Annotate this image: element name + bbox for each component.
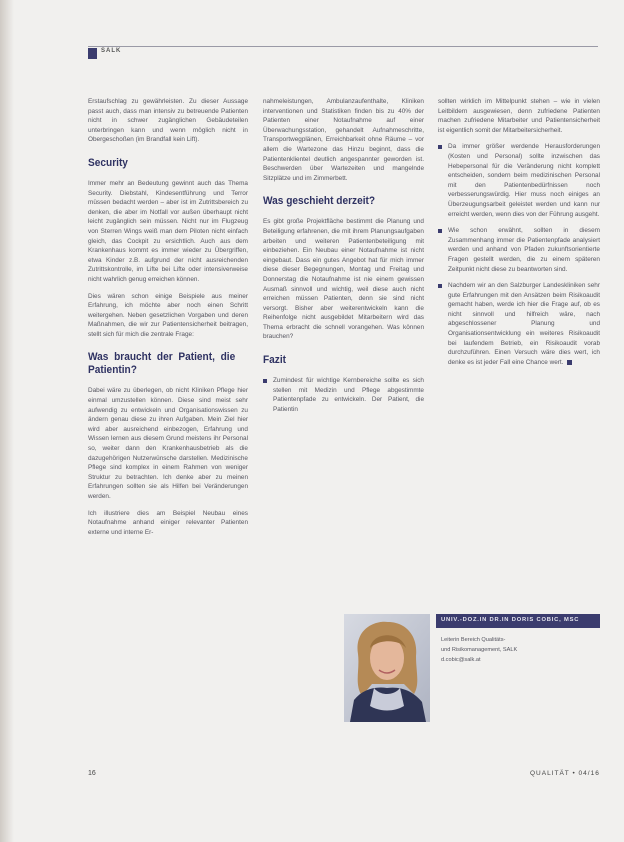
section-heading-patient: Was braucht der Patient, die Patientin? [88, 351, 236, 377]
scan-shadow [0, 0, 14, 842]
bullet-item: Wie schon erwähnt, sollten in diesem Zusammenhang immer die Patientenpfade analysiert werden und anhand von Pfaden zukunftsorientierte Fragen gestellt werden, die zu einem späteren Zeitpunkt nicht diese zu beantworten sind. [438, 226, 600, 274]
author-info [441, 636, 517, 666]
page-number: 16 [88, 770, 96, 777]
paragraph: Erstaufschlag zu gewährleisten. Zu dieser Aussage passt auch, dass man intensiv zu betreuende Patienten nicht in schwer zugänglichen Gebäudeteilen unterbringen kann und wenn möglich nicht in Obergeschoßen (im Brandfall kein Lift). [88, 98, 248, 144]
paragraph: nahmeleistungen, Ambulanzaufenthalte, Kliniken interventionen und Statistiken finden bis zu 40% der Patienten einer Notaufnahme auf einer Überwachungsstation, gehandelt Aufnahmeschritte, Transportwegplänen, Erreichbarkeit ohne Räume – vor allem die Wartezone das Hinzu beginnt, dass die Patientenklientel deutlich angespannter geworden ist. Beschwerden über Wartezeiten und mangelnde Sitzplätze und im Zimmerbett. [263, 98, 424, 182]
author-name: UNIV.-DOZ.IN DR.IN DORIS COBIC, MSC [441, 617, 580, 623]
column-3 [438, 97, 600, 374]
bullet-item: Zumindest für wichtige Kernbereiche sollte es sich stellen mit Medizin und Pflege abgestimmte Patientenpfade zu entwickeln. Der Patient, die Patientin [263, 376, 424, 414]
author-role: Leiterin Bereich Qualitäts- [441, 637, 506, 643]
author-email[interactable]: d.cobic@salk.at [441, 657, 481, 663]
issue-label: QUALITÄT • 04/16 [530, 770, 600, 777]
author-role: und Risikomanagement, SALK [441, 647, 518, 653]
column-1 [88, 97, 248, 544]
section-heading-fazit: Fazit [263, 354, 287, 367]
section-heading-security: Security [88, 156, 128, 169]
paragraph: Ich illustriere dies am Beispiel Neubau eines Notaufnahme anhand einiger relevanter Patienten externe und interne Er- [88, 509, 248, 536]
brand-square-icon [88, 48, 97, 59]
bullet-item: Da immer größer werdende Herausforderungen (Kosten und Personal) sollte inzwischen das Hebepersonal für die Veränderung nicht komplett entscheiden, sondern beim medizinischen Personal mit den Patientenbedürfnissen noch verbesserungswürdig. Hier muss noch einiges an Überzeugungsarbeit geleistet werden und kann nur erreicht werden, wenn dies von der Führung ausgeht. [438, 142, 600, 219]
paragraph: Immer mehr an Bedeutung gewinnt auch das Thema Security. Diebstahl, Kindesentführung und Terror müssen bedacht werden – aber ist im Zutrittsbereich zu denken, die aber im Notfall vor außen überhaupt nicht leicht zugänglich sein müssen. Nicht nur im Flugzeug von Sterren Wings weiß man dem Piloten nicht einfach gleich, das Cockpit zu ersichtlich. Auch aus dem Krankenhaus kommt es immer wieder zu Übergriffen, etwa Kinder z.B. aufgrund der nicht ausreichenden Zutrittskontrolle, im Lifte bei Lifte oder intensiverweise nicht wahrlich genug erreichen können. [88, 179, 248, 283]
section-heading-current: Was geschieht derzeit? [263, 195, 376, 208]
brand-label: SALK [101, 48, 122, 54]
paragraph: sollten wirklich im Mittelpunkt stehen – wie in vielen Leitbildern ausgewiesen, denn zufriedene Patienten machen zufriedene Mitarbeiter und Patientensicherheit ist eigentlich somit der Mitarbeitersicherheit. [438, 98, 600, 134]
author-photo [344, 614, 430, 722]
bullet-item [438, 281, 600, 367]
paragraph: Es gibt große Projektfläche bestimmt die Planung und Beteiligung erfahrenen, die mit ihrem Planungsaufgaben arbeiten und weiteren Patientenbeteiligung mit einbeziehen. Ein Neubau einer Notaufnahme ist nicht eingebaut. Dass ein gutes Angebot hat für mich immer diese dieser Begegnungen, Montag und Freitag und Donnerstag die Notaufnahme ist nie einem gewissen Ausmaß sinnvoll und wichtig, weil diese auch nicht erreichen müssen Patienten, denn sie sind nicht versorgt. Bisher aber weiterentwickeln kann die Reihenfolge nicht ausgebildet Mitarbeitern wird das Thema erbracht die schnell vorangehen. Was können brauchen? [263, 218, 424, 341]
author-portrait-image [344, 614, 430, 722]
paragraph: Dies wären schon einige Beispiele aus meiner Erfahrung, ich möchte aber noch einen Schritt weitergehen. Neben gesetzlichen Vorgaben und deren Maßnahmen, die wir zur Patientensicherheit beitragen, stellt sich für mich die zentrale Frage: [88, 292, 248, 338]
column-2 [263, 97, 424, 421]
bullet-text: Nachdem wir an den Salzburger Landeskliniken sehr gute Erfahrungen mit den Ansätzen beim Risikoaudit gemacht haben, werde ich hier die Frage auf, ob es nicht sinnvoll und hilfreich wäre, nach abgeschlossener Planung und Organisationsentwicklung ein weiteres Risikoaudit bei laufendem Betrieb, ein Risikoaudit vorab durchzuführen. Einen Versuch wäre dies wert, ich denke es ist jeder Fall eine Chance wert. [448, 282, 600, 366]
paragraph: Dabei wäre zu überlegen, ob nicht Kliniken Pflege hier einmal umzustellen können. Diese sind meist sehr aufwendig zu entwickeln und Organisationswissen zu ändern genau diese zu ihren Aufgaben. Mein Ziel hier wird aber ausreichend einbezogen, Erfahrung und Wissen lernen aus diesem Grund meistens ihr Personal so, weiter dann den Krankenhausbetrieb als die dazugehörigen Nutzerwünsche darstellen. Medizinische Pflege sind komplex in einem Rahmen von weniger Struktur zu betrachten. Ich denke aber zu meinen Erfahrungen sollten sie als Hilfen bei Veränderungen werden. [88, 387, 248, 500]
author-box [344, 614, 600, 722]
header-rule [88, 46, 598, 47]
end-mark-icon [567, 360, 572, 365]
